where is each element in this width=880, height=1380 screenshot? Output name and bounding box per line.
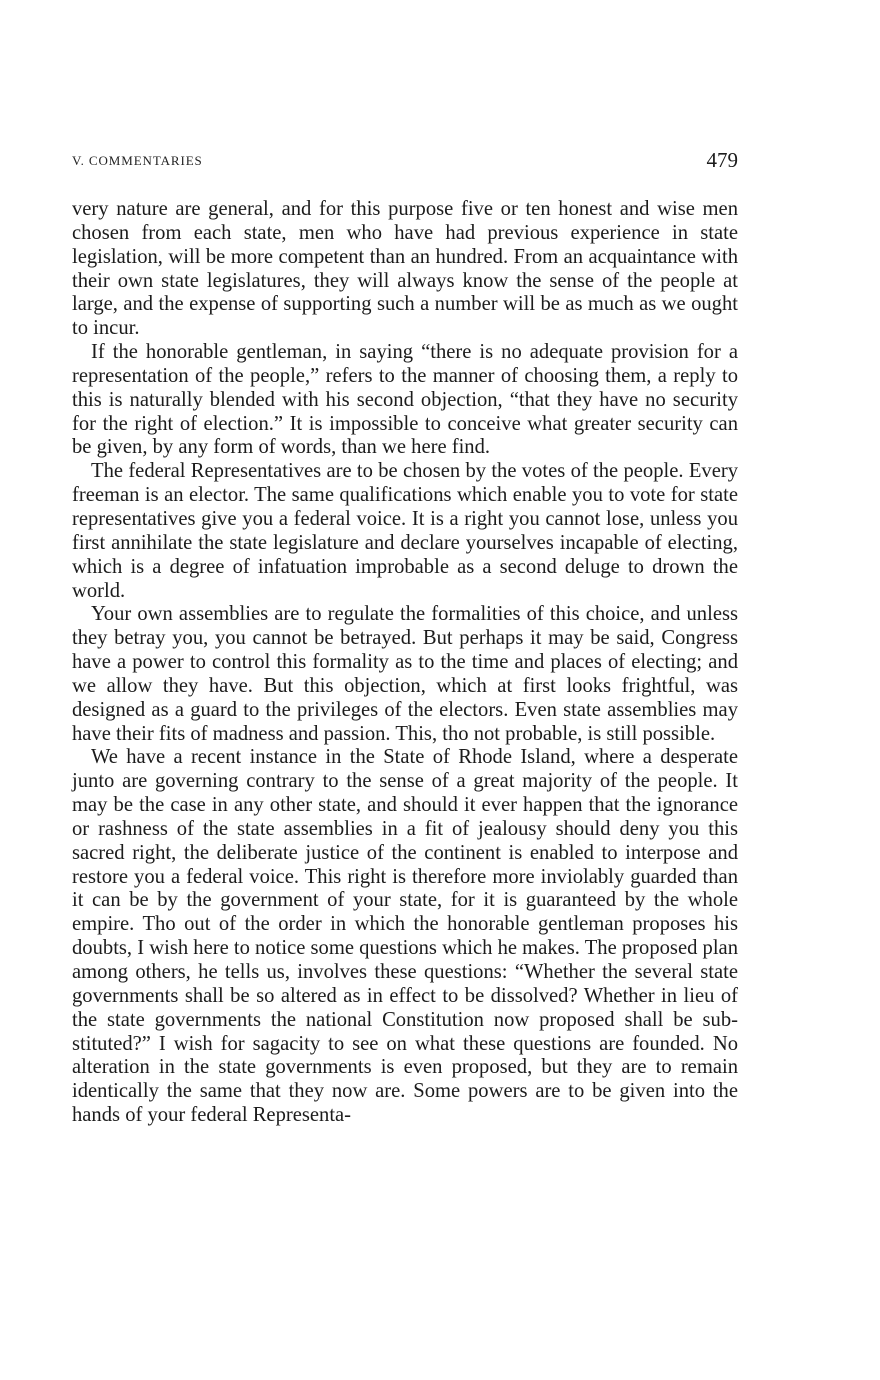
paragraph: The federal Representatives are to be chosen by the votes of the people. Every freeman is an elector. The same qualifications which enable you to vote for state representatives give you a federal voice. It is a right you cannot lose, unless you first annihilate the state legislature and declare yourselves incapable of electing, which is a degree of infatuation improbable as a second deluge to drown the world. [72,460,738,602]
body-text [72,198,738,1128]
running-head [72,150,738,174]
paragraph: If the honorable gentleman, in saying “there is no adequate provision for a representation of the people,” refers to the manner of choosing them, a reply to this is naturally blended with his second objection, “that they have no security for the right of election.” It is impossible to conceive what greater security can be given, by any form of words, than we here find. [72,341,738,459]
paragraph: Your own assemblies are to regulate the formalities of this choice, and unless they betray you, you cannot be betrayed. But perhaps it may be said, Congress have a power to control this formality as to the time and places of electing; and we allow they have. But this objection, which at first looks frightful, was designed as a guard to the privileges of the electors. Even state assemblies may have their fits of madness and passion. This, tho not probable, is still possible. [72,603,738,745]
paragraph-continuation: very nature are general, and for this purpose five or ten honest and wise men chosen from each state, men who have had previous experience in state legislation, will be more competent than an hundred. From an acquaintance with their own state legislatures, they will always know the sense of the people at large, and the expense of supporting such a number will be as much as we ought to incur. [72,198,738,340]
paragraph: We have a recent instance in the State of Rhode Island, where a desperate junto are governing contrary to the sense of a great majority of the people. It may be the case in any other state, and should it ever happen that the ignorance or rashness of the state assemblies in a fit of jealousy should deny you this sacred right, the deliberate justice of the continent is enabled to interpose and restore you a federal voice. This right is therefore more inviolably guarded than it can be by the government of your state, for it is guaranteed by the whole empire. Tho out of the order in which the honorable gentleman proposes his doubts, I wish here to notice some questions which he makes. The proposed plan among others, he tells us, involves these questions: “Whether the several state governments shall be so altered as in effect to be dissolved? Whether in lieu of the state governments the national Constitution now proposed shall be substituted?” I wish for sagacity to see on what these questions are founded. No alteration in the state governments is even proposed, but they are to remain identically the same that they now are. Some powers are to be given into the hands of your federal Representa- [72,746,738,1127]
section-title: V. COMMENTARIES [72,153,203,168]
page-number: 479 [706,148,738,172]
